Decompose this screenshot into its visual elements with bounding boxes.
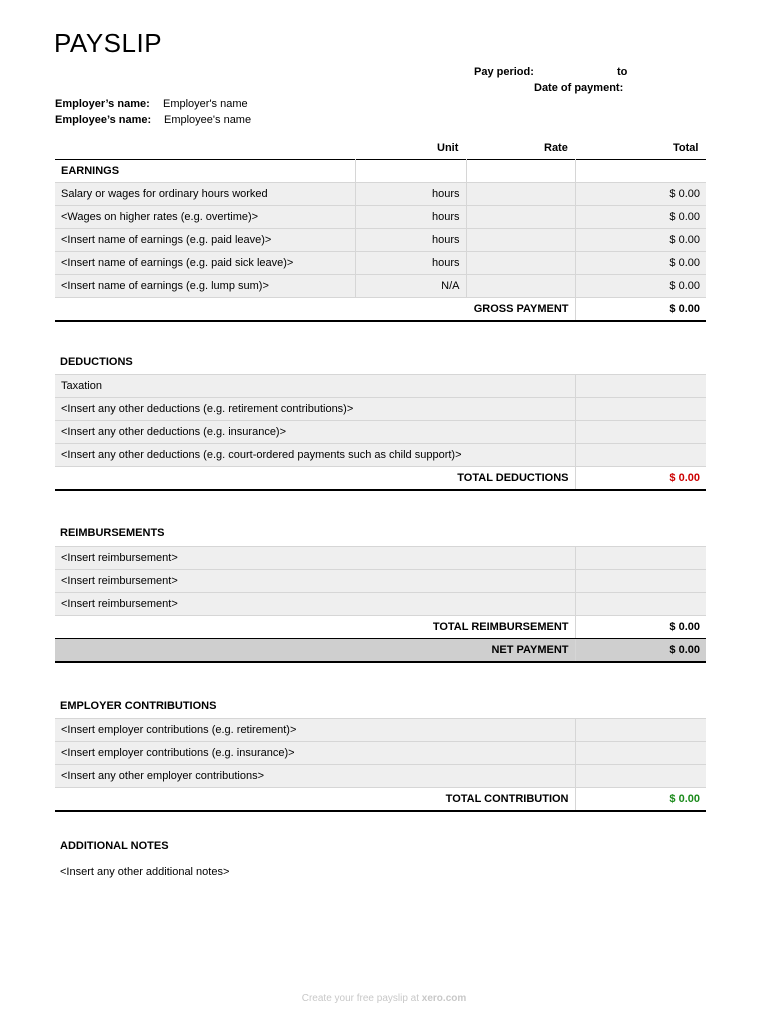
deduction-row-total[interactable] xyxy=(575,444,706,467)
employer-name-value[interactable]: Employer's name xyxy=(163,98,248,110)
deductions-title: DEDUCTIONS xyxy=(60,356,133,368)
total-deductions-row xyxy=(55,467,706,491)
deduction-row-total[interactable] xyxy=(575,375,706,398)
table-row xyxy=(55,275,706,298)
total-contribution-value: $ 0.00 xyxy=(575,788,706,812)
footer-prefix: Create your free payslip at xyxy=(301,993,422,1004)
deduction-row-label[interactable]: Taxation xyxy=(55,375,575,398)
contributions-title: EMPLOYER CONTRIBUTIONS xyxy=(60,700,217,712)
notes-text[interactable]: <Insert any other additional notes> xyxy=(60,866,230,878)
table-row xyxy=(55,570,706,593)
page-title: PAYSLIP xyxy=(54,28,163,58)
earnings-row-rate[interactable] xyxy=(466,275,575,298)
employee-name-label: Employee’s name: xyxy=(55,114,152,126)
earnings-row-label[interactable]: <Insert name of earnings (e.g. paid sick leave)> xyxy=(55,252,355,275)
earnings-table xyxy=(55,159,706,322)
table-row xyxy=(55,593,706,616)
earnings-rate-cell xyxy=(466,160,575,183)
earnings-row-unit[interactable]: hours xyxy=(355,229,466,252)
earnings-row-label[interactable]: <Insert name of earnings (e.g. lump sum)> xyxy=(55,275,355,298)
gross-payment-row xyxy=(55,298,706,322)
table-row xyxy=(55,421,706,444)
column-header-rate: Rate xyxy=(544,142,568,154)
total-contribution-row xyxy=(55,788,706,812)
total-contribution-label: TOTAL CONTRIBUTION xyxy=(55,788,575,812)
deduction-row-total[interactable] xyxy=(575,398,706,421)
column-header-total: Total xyxy=(673,142,699,154)
table-row xyxy=(55,765,706,788)
total-reimbursement-row xyxy=(55,616,706,639)
earnings-title: EARNINGS xyxy=(55,160,355,183)
earnings-row-unit[interactable]: hours xyxy=(355,183,466,206)
pay-period-to-label: to xyxy=(617,66,628,78)
reimbursement-row-label[interactable]: <Insert reimbursement> xyxy=(55,593,575,616)
earnings-row-unit[interactable]: hours xyxy=(355,252,466,275)
deduction-row-label[interactable]: <Insert any other deductions (e.g. retirement contributions)> xyxy=(55,398,575,421)
earnings-total-cell xyxy=(575,160,706,183)
table-row xyxy=(55,547,706,570)
contributions-table xyxy=(55,718,706,812)
date-of-payment-label: Date of payment: xyxy=(534,82,624,94)
contribution-row-label[interactable]: <Insert any other employer contributions> xyxy=(55,765,575,788)
deduction-row-label[interactable]: <Insert any other deductions (e.g. court-ordered payments such as child support)> xyxy=(55,444,575,467)
earnings-row-total[interactable]: $ 0.00 xyxy=(575,275,706,298)
pay-period-label: Pay period: xyxy=(474,66,534,78)
total-reimbursement-value: $ 0.00 xyxy=(575,616,706,639)
total-deductions-label: TOTAL DEDUCTIONS xyxy=(55,467,575,491)
earnings-row-total[interactable]: $ 0.00 xyxy=(575,183,706,206)
reimbursements-title: REIMBURSEMENTS xyxy=(60,527,165,539)
contribution-row-label[interactable]: <Insert employer contributions (e.g. insurance)> xyxy=(55,742,575,765)
deductions-table xyxy=(55,374,706,491)
contribution-row-total[interactable] xyxy=(575,719,706,742)
earnings-row-rate[interactable] xyxy=(466,206,575,229)
deduction-row-label[interactable]: <Insert any other deductions (e.g. insurance)> xyxy=(55,421,575,444)
reimbursement-row-total[interactable] xyxy=(575,570,706,593)
earnings-row-unit[interactable]: N/A xyxy=(355,275,466,298)
earnings-row-rate[interactable] xyxy=(466,229,575,252)
contribution-row-total[interactable] xyxy=(575,742,706,765)
earnings-row-total[interactable]: $ 0.00 xyxy=(575,206,706,229)
column-header-unit: Unit xyxy=(437,142,459,154)
contribution-row-label[interactable]: <Insert employer contributions (e.g. retirement)> xyxy=(55,719,575,742)
net-payment-value: $ 0.00 xyxy=(575,639,706,663)
reimbursement-row-total[interactable] xyxy=(575,547,706,570)
table-row xyxy=(55,229,706,252)
total-deductions-value: $ 0.00 xyxy=(575,467,706,491)
table-row xyxy=(55,375,706,398)
gross-payment-value: $ 0.00 xyxy=(575,298,706,322)
table-row xyxy=(55,444,706,467)
table-row xyxy=(55,252,706,275)
earnings-row-rate[interactable] xyxy=(466,183,575,206)
employee-name-value[interactable]: Employee's name xyxy=(164,114,252,126)
reimbursements-table xyxy=(55,546,706,663)
earnings-row-label[interactable]: Salary or wages for ordinary hours worked xyxy=(55,183,355,206)
net-payment-row xyxy=(55,639,706,663)
reimbursement-row-total[interactable] xyxy=(575,593,706,616)
reimbursement-row-label[interactable]: <Insert reimbursement> xyxy=(55,570,575,593)
gross-payment-label: GROSS PAYMENT xyxy=(55,298,575,322)
footer-link[interactable]: xero.com xyxy=(421,993,467,1004)
footer xyxy=(0,993,768,1004)
table-row xyxy=(55,183,706,206)
earnings-row-total[interactable]: $ 0.00 xyxy=(575,252,706,275)
contribution-row-total[interactable] xyxy=(575,765,706,788)
earnings-row-unit[interactable]: hours xyxy=(355,206,466,229)
deduction-row-total[interactable] xyxy=(575,421,706,444)
table-row xyxy=(55,206,706,229)
earnings-row-total[interactable]: $ 0.00 xyxy=(575,229,706,252)
earnings-row-label[interactable]: <Wages on higher rates (e.g. overtime)> xyxy=(55,206,355,229)
earnings-unit-cell xyxy=(355,160,466,183)
earnings-row-rate[interactable] xyxy=(466,252,575,275)
total-reimbursement-label: TOTAL REIMBURSEMENT xyxy=(55,616,575,639)
reimbursement-row-label[interactable]: <Insert reimbursement> xyxy=(55,547,575,570)
table-row xyxy=(55,742,706,765)
notes-title: ADDITIONAL NOTES xyxy=(60,840,169,852)
employer-name-label: Employer’s name: xyxy=(55,98,150,110)
table-row xyxy=(55,398,706,421)
table-row xyxy=(55,719,706,742)
net-payment-label: NET PAYMENT xyxy=(55,639,575,663)
earnings-row-label[interactable]: <Insert name of earnings (e.g. paid leave)> xyxy=(55,229,355,252)
